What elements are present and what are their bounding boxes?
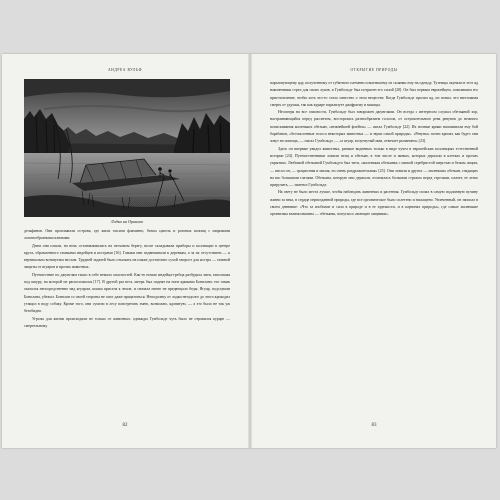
right-page bbox=[252, 54, 496, 448]
right-page-text bbox=[270, 80, 478, 219]
illustration-caption: Лодка на Ориноко bbox=[110, 219, 144, 224]
running-head: АНДРЕА ВУЛЬФ bbox=[107, 68, 143, 72]
book-spread bbox=[2, 54, 496, 448]
paragraph: парализующему яду, полученному от тубятного племени и вытекшему из склянки ему на одежду. Туземцы окунали в этот яд наконечники стрел для своих луков, и Гумбольдт был потрясен его силой [20]. Он был первым европейцем, описавшим его приготовление, чтобы хоть что-то стало известно о этом веществе. Когда Гумбольдт пролил яд, он понял, что ничтожная смерть от удушья, так как кураре парализует диафрагму и мышцы. bbox=[270, 81, 478, 107]
page-number: 82 bbox=[122, 423, 128, 428]
paragraph: Путешествие по джунглям таило в себе немало опасностей. Как-то ночью индейца-гребца разбудила змея, заползшая под шкуру, на которой он расположился [17]. В другой раз весь лагерь был поднят на ноги криками Бонплана: его гамак оказался непосредственно над ягуаром, кошка присела к земле, и сначала ничто не предвещало беды. Ягуар, подслушав Бонплана, убежал. Бонплан со своей стороны не смог даже прицелиться. Неподалеку от лодки незадолго до этого крокодил утащил в воду собаку. Кроме того, они сумели в лесу повстречать змею, возможно, ядовитую, — а это было не так уж безобидно. bbox=[24, 272, 230, 314]
paragraph: Здесь он впервые увидел животных, раньше виденных только в виде чучел в европейских коллекциях естественной истории [24]. Путешественники ловили птиц и обезьян, в том числе и живых, которых держали в клетках и прочих укрытиях. Любимой обезьяной Гумбольдта был титп, «маленькая обезьянка с мягкой серебристой шерстью и белым лицом, — писал он, — грациозная и милая, но очень раздражительная» [25]. Они ловили и других — маленьких обезьян, глядящих на вас большими глазами. Обезьяна, которую они держали, отличалась большим страхом перед стрелами, плачет, ее легко приручить, — заметил Гумбольдт. bbox=[270, 146, 478, 188]
left-page-text bbox=[24, 228, 230, 330]
paragraph: Угрозы для жизни происходили не только от животных: однажды Гумбольдт чуть было не отравился кураре — смертельному bbox=[24, 316, 230, 328]
paragraph: дельфинов. Они проплывали острова, где жили тысячи фламинго, белых цапель и розовых колпиц с широкими лопатообразными клювами. bbox=[24, 229, 230, 241]
page-number: 83 bbox=[371, 423, 377, 428]
left-page bbox=[2, 54, 248, 448]
running-head: ОТКРЫТИЕ ПРИРОДЫ bbox=[350, 68, 398, 72]
engraving-illustration bbox=[24, 79, 230, 217]
paragraph: Днем они плыли, на ночь останавливались на песчаном берегу, возле складывали приборы и коллекции в центре круга, обрамленного гамаками индейцев и кострами [16]. Гамаки они подвешивали к деревьям, а за их отсутствием — к вертикально воткнутым веслам. Трудней задачей было отыскать на пляже достаточно сухой хворост для костра — главной защиты от ягуаров и прочих животных. bbox=[24, 243, 230, 270]
paragraph: Несмотря на все опасности, Гумбольдт был заворожен джунглями. Он всегда с интересом слушал обезьяний хор, настраивающийся перед рассветом, восторгаясь разнообразием голосов, от оглушительного рева ревунов до нежного попискивания маленьких обезьян, «нежнейшей флейты» — писал Гумбольдт [22]. Их ночные крики напоминали ему бой барабанов, «бесчисленные голоса некоторых животных — и звуки самой природы». «Ревуны» почти кричат, как будто они зовут на помощь, — писал Гумбольдт, — «а ягуар, вспугнутый ими, отвечает рычанием» [23]. bbox=[270, 110, 478, 144]
paragraph: На свету не было места лучше, чтобы наблюдать животных и растения. Гумбольдт попал в самую подлинную пучину жизни за века, в сердце первозданной природы, где все органическое было сплетено и насыщено. Увлеченный, он записал в своем дневнике: «Что за изобилие и сила в природе и в ее хрупкости, и в картинах природы», где самые маленькие организмы взаимосвязаны — обезьяны, попугаи и «воющие хищники». bbox=[270, 190, 478, 217]
